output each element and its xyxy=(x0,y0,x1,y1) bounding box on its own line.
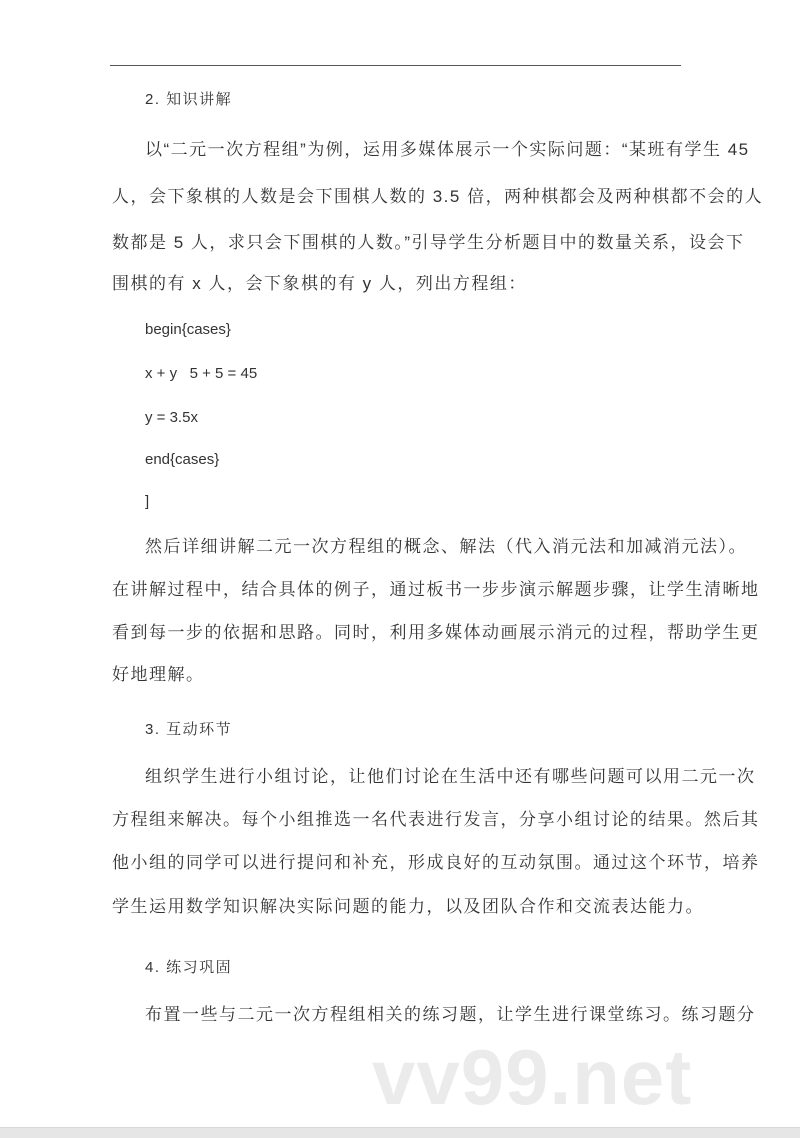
watermark: vv99.net xyxy=(372,1033,693,1121)
paragraph-line: 好地理解。 xyxy=(112,665,205,684)
paragraph-line: 以“二元一次方程组”为例，运用多媒体展示一个实际问题：“某班有学生 45 xyxy=(145,140,750,159)
paragraph-line: 然后详细讲解二元一次方程组的概念、解法（代入消元法和加减消元法）。 xyxy=(145,537,747,556)
paragraph-line: 在讲解过程中，结合具体的例子，通过板书一步步演示解题步骤，让学生清晰地 xyxy=(112,580,760,599)
equation-line: ] xyxy=(145,493,150,510)
equation-line: begin{cases} xyxy=(145,321,231,338)
equation-line: x + y 5 + 5 = 45 xyxy=(145,365,258,382)
equation-line: end{cases} xyxy=(145,451,220,468)
paragraph-line: 人，会下象棋的人数是会下围棋人数的 3.5 倍，两种棋都会及两种棋都不会的人 xyxy=(112,187,764,206)
paragraph-line: 组织学生进行小组讨论，让他们讨论在生活中还有哪些问题可以用二元一次 xyxy=(145,767,756,786)
paragraph-line: 看到每一步的依据和思路。同时，利用多媒体动画展示消元的过程，帮助学生更 xyxy=(112,623,760,642)
section-heading: 2. 知识讲解 xyxy=(145,91,233,108)
paragraph-line: 围棋的有 x 人，会下象棋的有 y 人，列出方程组： xyxy=(112,274,527,293)
paragraph-line: 布置一些与二元一次方程组相关的练习题，让学生进行课堂练习。练习题分 xyxy=(145,1005,756,1024)
section-heading: 4. 练习巩固 xyxy=(145,959,233,976)
page-bottom-edge xyxy=(0,1127,800,1138)
paragraph-line: 方程组来解决。每个小组推选一名代表进行发言，分享小组讨论的结果。然后其 xyxy=(112,810,760,829)
paragraph-line: 数都是 5 人，求只会下围棋的人数。”引导学生分析题目中的数量关系，设会下 xyxy=(112,233,745,252)
paragraph-line: 学生运用数学知识解决实际问题的能力，以及团队合作和交流表达能力。 xyxy=(112,897,704,916)
equation-line: y = 3.5x xyxy=(145,409,198,426)
paragraph-line: 他小组的同学可以进行提问和补充，形成良好的互动氛围。通过这个环节，培养 xyxy=(112,853,760,872)
section-heading: 3. 互动环节 xyxy=(145,721,233,738)
header-rule xyxy=(110,65,681,66)
